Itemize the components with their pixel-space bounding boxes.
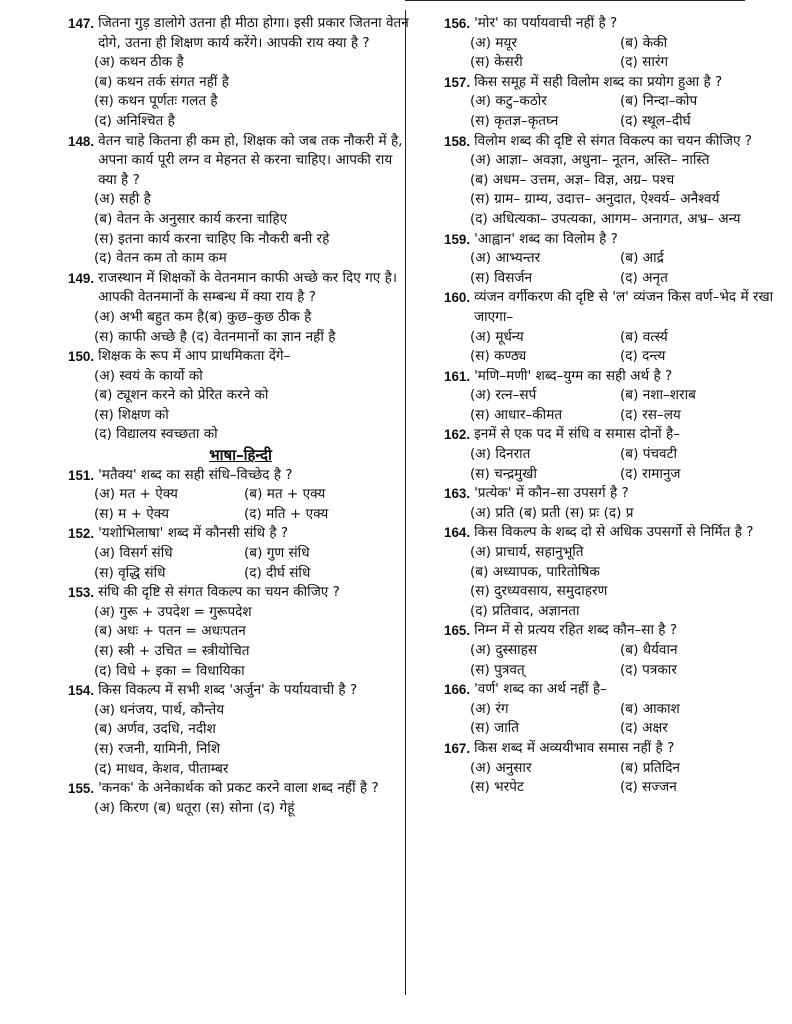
question-line: [444, 739, 789, 759]
question-line: [444, 621, 789, 641]
question-text: इनमें से एक पद में संधि व समास दोनों है–: [474, 426, 680, 443]
question-line: [68, 524, 413, 544]
question-number: 163.: [444, 486, 471, 502]
answer-option: (द) अक्षर: [620, 720, 668, 737]
answer-option-row: [68, 564, 413, 584]
answer-option-row: [68, 505, 413, 525]
section-heading: भाषा–हिन्दी: [209, 446, 272, 465]
answer-option: (अ) मत + ऐक्य: [94, 486, 178, 503]
answer-option: (स) काफी अच्छे है (द) वेतनमानों का ज्ञान नहीं है: [94, 328, 336, 345]
question-item: [68, 524, 413, 583]
answer-option: (अ) मयूर: [470, 34, 517, 51]
answer-option-row: [444, 700, 789, 720]
question-text: किस शब्द में अव्ययीभाव समास नहीं है ?: [474, 739, 675, 756]
question-line: [444, 484, 789, 504]
answer-option: (स) विसर्जन: [470, 269, 533, 286]
answer-option: (ब) अर्णव, उदधि, नदीश: [94, 721, 216, 738]
answer-option: (अ) दिनरात: [470, 446, 531, 463]
answer-option: (अ) आज्ञा– अवज्ञा, अधुना– नूतन, अस्ति– नास्ति: [470, 152, 710, 169]
question-item: [444, 739, 789, 798]
question-number: 161.: [444, 368, 471, 384]
question-line: [68, 466, 413, 486]
answer-option: (द) विधे + इका = विधायिका: [94, 662, 245, 679]
question-number: 160.: [444, 290, 471, 306]
question-number: 162.: [444, 427, 471, 443]
answer-option: (द) मति + एक्य: [244, 505, 329, 522]
answer-option-row: [444, 661, 789, 681]
question-line: [68, 681, 413, 701]
answer-option: (ब) वर्त्स्य: [620, 328, 668, 345]
question-item: [444, 132, 789, 230]
answer-option: (ब) पंचवटी: [620, 446, 677, 463]
question-text: किस विकल्प में सभी शब्द 'अर्जुन' के पर्यायवाची है ?: [98, 682, 358, 699]
answer-option: (द) अनृत: [620, 269, 668, 286]
answer-option: (अ) रत्न–सर्प: [470, 387, 537, 404]
answer-option: (अ) कथन ठीक है: [94, 54, 184, 71]
answer-option: (ब) धैर्यवान: [620, 642, 678, 658]
answer-option: (ब) नशा–शराब: [620, 387, 696, 404]
question-item: [444, 73, 789, 132]
question-item: [444, 484, 789, 523]
question-text: व्यंजन वर्गीकरण की दृष्टि से 'ल' व्यंजन किस वर्ण–भेद में रखा जाएगा–: [474, 289, 774, 325]
question-item: [68, 583, 413, 681]
question-text: किस विकल्प के शब्द दो से अधिक उपसर्गो से निर्मित है ?: [474, 524, 754, 541]
answer-option: (द) रामानुज: [620, 465, 681, 482]
question-line: [68, 132, 413, 191]
answer-option: (अ) मूर्धन्य: [470, 328, 524, 345]
answer-option-row: [444, 719, 789, 739]
question-text: जितना गुड़ डालोगे उतना ही मीठा होगा। इसी प्रकार जितना वेतन दोगे, उतना ही शिक्षण कार्य करेंगे। आपकी राय क्या है ?: [98, 15, 409, 51]
answer-option-row: [444, 386, 789, 406]
question-number: 165.: [444, 623, 471, 639]
answer-option-row: [68, 544, 413, 564]
question-line: [444, 230, 789, 250]
answer-option: (अ) विसर्ग संधि: [94, 545, 173, 562]
answer-option: (ब) ट्यूशन करने को प्रेरित करने को: [94, 387, 269, 404]
answer-option: (अ) स्वयं के कार्यो को: [94, 367, 203, 384]
answer-option: (स) केसरी: [470, 54, 523, 71]
question-text: वेतन चाहे कितना ही कम हो, शिक्षक को जब तक नौकरी में है, अपना कार्य पूरी लग्न व मेहनत से करना चाहिए। आपकी राय क्या है ?: [98, 132, 403, 188]
answer-option: (द) स्थूल–दीर्घ: [620, 112, 691, 129]
answer-option: (ब) आर्द्र: [620, 250, 664, 267]
question-text: 'वर्ण' शब्द का अर्थ नहीं है–: [474, 681, 607, 698]
answer-option: (ब) वेतन के अनुसार कार्य करना चाहिए: [94, 210, 288, 227]
answer-option: (अ) कटु–कठोर: [470, 93, 547, 110]
answer-option-row: [444, 347, 789, 367]
answer-option: (स) रजनी, यामिनी, निशि: [94, 740, 221, 757]
question-item: [68, 466, 413, 525]
question-line: [68, 14, 413, 53]
answer-option-row: [68, 485, 413, 505]
question-number: 156.: [444, 16, 471, 31]
question-number: 155.: [68, 781, 95, 797]
answer-option: (स) दुरध्यवसाय, समुदाहरण: [470, 583, 608, 600]
answer-option: (अ) प्रति (ब) प्रती (स) प्रः (द) प्र: [470, 504, 634, 521]
question-text: राजस्थान में शिक्षकों के वेतनमान काफी अच्छे कर दिए गए है। आपकी वेतनमानों के सम्बन्ध में क्या राय है ?: [98, 269, 397, 306]
question-line: [444, 73, 789, 93]
answer-option: (ब) कथन तर्क संगत नहीं है: [94, 73, 229, 90]
question-line: [444, 425, 789, 445]
question-number: 149.: [68, 270, 95, 286]
question-number: 158.: [444, 133, 471, 149]
question-number: 157.: [444, 74, 471, 90]
question-number: 159.: [444, 231, 471, 247]
question-item: [68, 269, 413, 347]
answer-option: (स) इतना कार्य करना चाहिए कि नौकरी बनी रहे: [94, 230, 330, 247]
answer-option-row: [444, 641, 789, 661]
question-text: 'प्रत्येक' में कौन–सा उपसर्ग है ?: [474, 485, 629, 502]
answer-option: (स) आधार–कीमत: [470, 406, 563, 423]
question-number: 151.: [68, 467, 95, 483]
question-text: किस समूह में सही विलोम शब्द का प्रयोग हुआ है ?: [474, 73, 723, 90]
left-column: [68, 14, 413, 818]
answer-option: (द) दन्त्य: [620, 348, 666, 365]
answer-option: (द) दीर्घ संधि: [244, 564, 311, 581]
answer-option: (स) म + ऐक्य: [94, 505, 169, 522]
answer-option: (ब) प्रतिदिन: [620, 759, 680, 776]
question-item: [444, 680, 789, 739]
answer-option: (ब) अध्यापक, पारितोषिक: [470, 563, 600, 580]
answer-option: (ब) अधम– उत्तम, अज्ञ– विज्ञ, अग्र– पश्च: [470, 171, 675, 188]
answer-option: (स) वृद्धि संधि: [94, 564, 166, 581]
question-number: 167.: [444, 740, 471, 756]
answer-option: (स) शिक्षण को: [94, 406, 169, 423]
answer-option-row: [444, 759, 789, 779]
answer-option: (स) कृतज्ञ–कृतघ्न: [470, 112, 559, 129]
question-text: विलोम शब्द की दृष्टि से संगत विकल्प का चयन कीजिए ?: [474, 132, 753, 149]
answer-option: (ब) निन्दा–कोप: [620, 93, 698, 110]
question-number: 153.: [68, 585, 95, 601]
question-item: [68, 14, 413, 132]
answer-option: (द) वेतन कम तो काम कम: [94, 250, 227, 267]
answer-option: (ब) आकाश: [620, 700, 680, 717]
answer-option: (स) कथन पूर्णतः गलत है: [94, 93, 218, 110]
question-line: [68, 583, 413, 603]
answer-option: (स) चन्द्रमुखी: [470, 465, 537, 482]
question-line: [68, 779, 413, 799]
answer-option: (ब) केकी: [620, 34, 668, 51]
answer-option-row: [444, 249, 789, 269]
answer-option: (द) सज्जन: [620, 779, 677, 796]
question-line: [68, 347, 413, 367]
answer-option: (अ) धनंजय, पार्थ, कौन्तेय: [94, 701, 225, 718]
question-text: 'आह्वान' शब्द का विलोम है ?: [474, 230, 618, 247]
question-item: [444, 621, 789, 680]
question-line: [444, 288, 789, 327]
question-line: [444, 680, 789, 700]
answer-option: (स) जाति: [470, 720, 519, 737]
answer-option: (द) विद्यालय स्वच्छता को: [94, 426, 218, 443]
answer-option: (अ) किरण (ब) धतूरा (स) सोना (द) गेहूं: [94, 799, 295, 816]
answer-option: (स) भरपेट: [470, 779, 524, 796]
answer-option: (द) अधित्यका– उपत्यका, आगम– अनागत, अभ्र– अन्य: [470, 210, 741, 227]
question-number: 154.: [68, 683, 95, 699]
answer-option: (द) माधव, केशव, पीताम्बर: [94, 760, 229, 777]
answer-option: (अ) गुरू + उपदेश = गुरूपदेश: [94, 603, 252, 620]
question-item: [444, 523, 789, 621]
answer-option-row: [444, 406, 789, 426]
answer-option: (ब) अधः + पतन = अधःपतन: [94, 623, 246, 640]
question-text: 'यशोभिलाषा' शब्द में कौनसी संधि है ?: [98, 525, 289, 542]
question-item: [444, 367, 789, 426]
question-line: [68, 269, 413, 308]
answer-option: (अ) प्राचार्य, सहानुभूति: [470, 544, 584, 561]
question-text: संधि की दृष्टि से संगत विकल्प का चयन कीजिए ?: [98, 584, 340, 601]
answer-option: (स) पुत्रवत्: [470, 661, 525, 678]
answer-option-row: [444, 53, 789, 73]
answer-option: (अ) आभ्यन्तर: [470, 250, 541, 267]
answer-option: (अ) अनुसार: [470, 759, 532, 776]
question-number: 152.: [68, 526, 95, 542]
question-number: 148.: [68, 133, 95, 149]
question-text: 'कनक' के अनेकार्थक को प्रकट करने वाला शब्द नहीं है ?: [98, 780, 379, 797]
question-line: [444, 367, 789, 387]
answer-option-row: [444, 34, 789, 54]
answer-option-row: [444, 269, 789, 289]
answer-option: (अ) रंग: [470, 700, 509, 717]
question-item: [68, 347, 413, 445]
question-item: [68, 132, 413, 269]
answer-option: (अ) अभी बहुत कम है(ब) कुछ–कुछ ठीक है: [94, 308, 312, 325]
question-number: 150.: [68, 349, 95, 365]
top-rule: [405, 0, 745, 1]
answer-option-row: [444, 445, 789, 465]
question-line: [444, 132, 789, 152]
question-text: 'मणि–मणी' शब्द–युग्म का सही अर्थ है ?: [474, 367, 673, 384]
question-text: निम्न में से प्रत्यय रहित शब्द कौन–सा है ?: [474, 622, 678, 639]
answer-option: (अ) सही है: [94, 191, 151, 208]
answer-option-row: [444, 778, 789, 798]
question-item: [444, 14, 789, 73]
question-text: 'मोर' का पर्यायवाची नहीं है ?: [474, 15, 618, 31]
question-number: 147.: [68, 16, 95, 31]
question-item: [444, 425, 789, 484]
answer-option: (द) सारंग: [620, 54, 669, 71]
question-item: [68, 779, 413, 818]
answer-option: (द) रस–लय: [620, 406, 681, 423]
right-column: [444, 14, 789, 798]
answer-option: (ब) गुण संधि: [244, 545, 310, 562]
answer-option: (अ) दुस्साहस: [470, 642, 538, 658]
answer-option-row: [444, 92, 789, 112]
answer-option: (स) स्त्री + उचित = स्त्रीयोचित: [94, 643, 250, 659]
question-item: [68, 681, 413, 779]
question-line: [444, 14, 789, 34]
answer-option: (स) कण्ठ्य: [470, 348, 527, 365]
answer-option: (ब) मत + एक्य: [244, 486, 326, 503]
question-number: 166.: [444, 682, 471, 698]
question-text: शिक्षक के रूप में आप प्राथमिकता देंगे–: [98, 348, 291, 365]
answer-option-row: [444, 465, 789, 485]
question-item: [444, 230, 789, 289]
question-number: 164.: [444, 525, 471, 541]
answer-option-row: [444, 112, 789, 132]
question-line: [444, 523, 789, 543]
answer-option: (स) ग्राम– ग्राम्य, उदात्त– अनुदात, ऐश्वर्य– अनैश्वर्य: [470, 191, 720, 208]
answer-option: (द) अनिश्चित है: [94, 112, 175, 129]
question-text: 'मतैक्य' शब्द का सही संधि–विच्छेद है ?: [98, 466, 293, 483]
answer-option: (द) पत्रकार: [620, 661, 677, 678]
answer-option-row: [444, 328, 789, 348]
answer-option: (द) प्रतिवाद, अज्ञानता: [470, 602, 580, 619]
question-item: [444, 288, 789, 366]
